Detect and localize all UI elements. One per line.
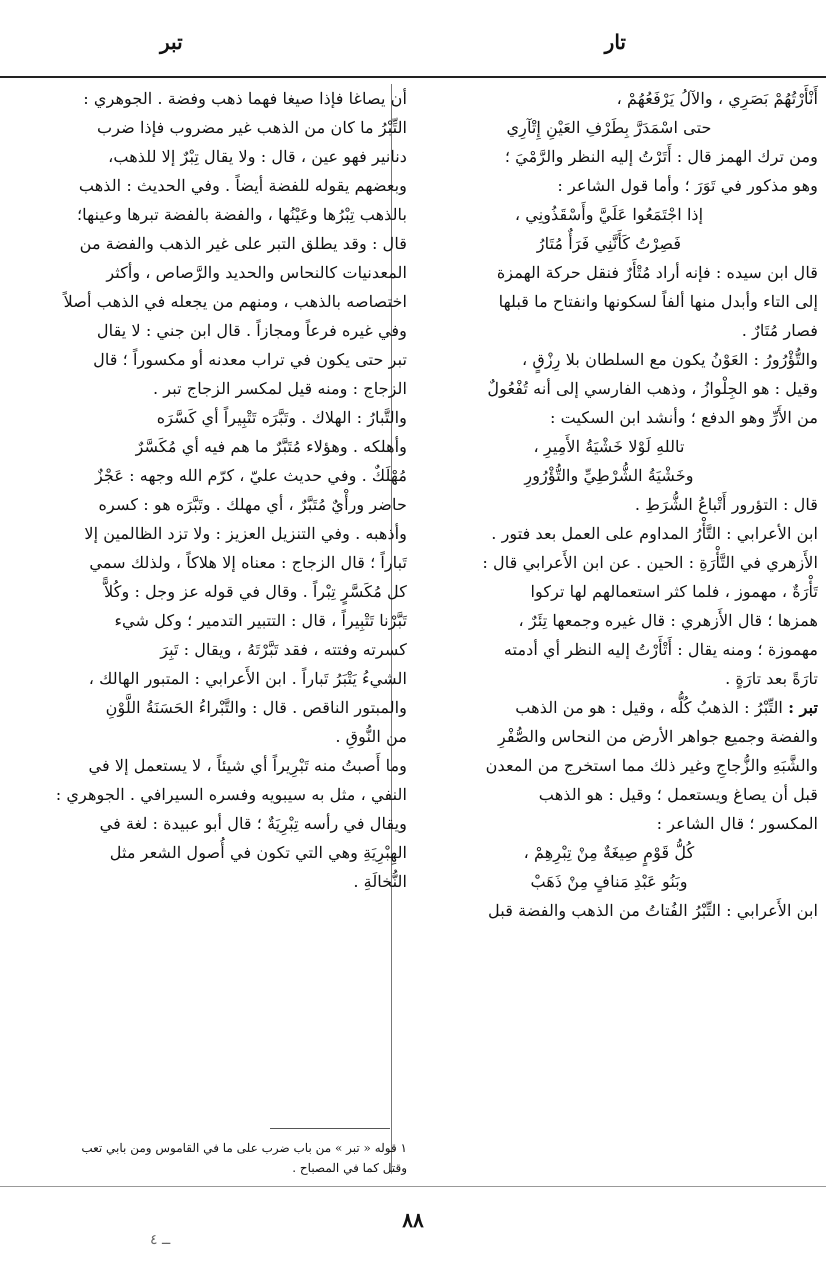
running-head-right: تار — [604, 30, 626, 54]
text-line: التِّبْرُ : الذهبُ كُلُّه ، وقيل : هو من الذهب — [515, 698, 783, 717]
text-line: وقيل : هو الجِلْوازُ ، وذهب الفارسي إلى أنه تُفْعُولٌ — [487, 379, 818, 398]
text-line: وفي غيره فرعاً ومجازاً . قال ابن جني : لا يقال — [96, 321, 407, 340]
text-line: الشيءُ يَتْبَرُ تَباراً . ابن الأَعرابي : المتبور الهالك ، — [88, 669, 407, 688]
text-line: فصار مُتَارٌ . — [741, 321, 818, 340]
text-line: قال : وقد يطلق التبر على غير الذهب والفضة من — [79, 234, 407, 253]
text-line: همزها ؛ قال الأَزهري : قال غيره وجمعها تِئَرٌ ، — [518, 611, 818, 630]
text-line: وأذهبه . وفي التنزيل العزيز : ولا تزد الظالمين إلا — [84, 524, 407, 543]
text-line: النُّخالَةِ . — [353, 872, 407, 891]
text-line: والمبتور الناقص . قال : والتَّبْراءُ الحَسَنَةُ اللَّوْنِ — [105, 698, 407, 717]
right-column — [400, 84, 818, 925]
text-line: ابن الأَعرابي : التِّبْرُ الفُتاتُ من الذهب والفضة قبل — [488, 901, 818, 920]
text-line: دنانير فهو عين ، قال : ولا يقال تِبْرٌ إلا للذهب، — [108, 147, 407, 166]
text-line: ويقال في رأسه تِبْرِيَةٌ ؛ قال أبو عبيدة : لغة في — [99, 814, 407, 833]
text-line: أن يصاغا فإذا صيغا فهما ذهب وفضة . الجوهري : — [83, 89, 407, 108]
verse-line: أَنْأَرْتُهُمْ بَصَرِي ، والآلُ يَرْفَعُهُمْ ، — [616, 89, 818, 108]
verse-line: وبَنُو عَبْدِ مَنافٍ مِنْ ذَهَبْ — [530, 872, 688, 891]
text-line: اختصاصه بالذهب ، ومنهم من يجعله في الذهب أصلاً — [63, 292, 407, 311]
page-number: ٨٨ — [402, 1208, 424, 1232]
text-line: تَأْرَةٌ ، مهموز ، فلما كثر استعمالهم لها تركوا — [530, 582, 818, 601]
margin-marks: ــ ٤ — [150, 1232, 171, 1248]
text-line: كل مُكَسَّرٍ تِبْراً . وقال في قوله عز وجل : وكُلاًّ — [104, 582, 407, 601]
text-line: المعدنيات كالنحاس والحديد والرَّصاص ، وأكثر — [106, 263, 407, 282]
text-line: من الأَرِّ وهو الدفع ؛ وأنشد ابن السكيت : — [550, 408, 818, 427]
text-line: بالذهب تِبْرُها وعَيْنُها ، والفضة بالفضة تبرها وعينها؛ — [77, 205, 407, 224]
text-line: ومن ترك الهمز قال : أَتَرْتُ إليه النظر والرَّمْيَ ؛ — [504, 147, 818, 166]
text-line: والشَّبَهِ والزُّجاجِ وغير ذلك مما استخرج من المعدن — [485, 756, 818, 775]
text-line: وما أَصبتُ منه تَبْرِيراً أي شيئاً ، لا يستعمل إلا في — [88, 756, 407, 775]
text-line: تَبَّرْنا تَتْبِيراً ، قال : التتبير التدمير ؛ وكل شيء — [114, 611, 407, 630]
text-line: قبل أن يصاغ ويستعمل ؛ وقيل : هو الذهب — [538, 785, 818, 804]
text-line: الهِبْرِيَةِ وهي التي تكون في أُصول الشعر مثل — [109, 843, 407, 862]
footer-rule — [0, 1186, 826, 1187]
text-line: تَباراً ؛ قال الزجاج : معناه إلا هلاكاً ، ولذلك سمي — [89, 553, 407, 572]
text-line: وهو مذكور في تَوَرَ ؛ وأما قول الشاعر : — [557, 176, 818, 195]
text-line: تبر حتى يكون في تراب معدنه أو مكسوراً ؛ قال — [93, 350, 407, 369]
verse-line: كُلُّ قَوْمٍ صِيغَةٌ مِنْ تِبْرِهِمْ ، — [523, 843, 695, 862]
footnote-rule — [270, 1128, 390, 1129]
verse-line: تاللهِ لَوْلا خَشْيَةُ الأَمِيرِ ، — [533, 437, 685, 456]
verse-line: إذا اجْتَمَعُوا عَلَيَّ وأَسْقَذُونِي ، — [514, 205, 704, 224]
text-line: إلى التاء وأبدل منها ألفاً لسكونها وانفتاح ما قبلها — [498, 292, 818, 311]
text-line: والتُّؤْرُورُ : العَوْنُ يكون مع السلطان بلا رِزْقٍ ، — [522, 350, 818, 369]
text-line: التِّبْرُ ما كان من الذهب غير مضروب فإذا ضرب — [96, 118, 407, 137]
footnote-line: وقتل كما في المصباح . — [292, 1161, 407, 1175]
text-line: قال : التؤرور أَتْباعُ الشُّرَطِ . — [634, 495, 818, 514]
text-line: الأَزهري في التَّأْرَةِ : الحين . عن ابن الأَعرابي قال : — [482, 553, 818, 572]
text-line: تارَةً بعد تارَةٍ . — [725, 669, 818, 688]
text-line: كسرته وفتته ، فقد تَبَّرْتَهُ ، ويقال : تَبِرَ — [160, 640, 407, 659]
text-line: قال ابن سيده : فإنه أراد مُتْأَرٌ فنقل حركة الهمزة — [496, 263, 818, 282]
text-line: مُهْلَكٌ . وفي حديث عليّ ، كرّم الله وجهه : عَجْزٌ — [94, 466, 407, 485]
footnote-line: ١ قوله « تبر » من باب ضرب على ما في القاموس ومن بابي تعب — [81, 1141, 407, 1155]
text-line: المكسور ؛ قال الشاعر : — [656, 814, 818, 833]
verse-line: فَصِرْتُ كَأَنَّنِي فَرَأٌ مُتَارُ — [536, 234, 682, 253]
left-column — [0, 84, 407, 896]
text-line: الزجاج : ومنه قيل لمكسر الزجاج تبر . — [153, 379, 407, 398]
verse-line: حتى اسْمَدَرَّ بِطَرْفِ العَيْنِ إِتْآرِي — [506, 118, 712, 137]
text-line: حاضر ورأْيٌ مُتَبَّرٌ ، أي مهلك . وتَبَّرَه هو : كسره — [98, 495, 407, 514]
header-rule — [0, 76, 826, 78]
footnote — [0, 1138, 407, 1178]
text-line: والفضة وجميع جواهر الأرض من النحاس والصُّفْرِ — [497, 727, 818, 746]
entry-headword: تبر : — [788, 698, 818, 717]
text-line: وبعضهم يقوله للفضة أيضاً . وفي الحديث : الذهب — [78, 176, 407, 195]
text-line: مهموزة ؛ ومنه يقال : أَتْأَرْتُ إليه النظر أي أدمته — [503, 640, 818, 659]
text-line: والتَّبارُ : الهلاك . وتَبَّرَه تَتْبِيراً أي كَسَّرَه — [156, 408, 407, 427]
text-line: وأهلكه . وهؤلاء مُتَبَّرٌ ما هم فيه أي مُكَسَّرٌ — [135, 437, 407, 456]
text-line: ابن الأعرابي : التَّأْرُ المداوم على العمل بعد فتور . — [491, 524, 818, 543]
running-head-left: تبر — [160, 30, 183, 54]
text-line: النفي ، مثل به سيبويه وفسره السيرافي . الجوهري : — [55, 785, 407, 804]
text-line: من النُّوقِ . — [335, 727, 407, 746]
verse-line: وخَشْيَةُ الشُّرْطِيِّ والتُّؤْرُورِ — [524, 466, 694, 485]
entry-first-line — [400, 693, 818, 722]
